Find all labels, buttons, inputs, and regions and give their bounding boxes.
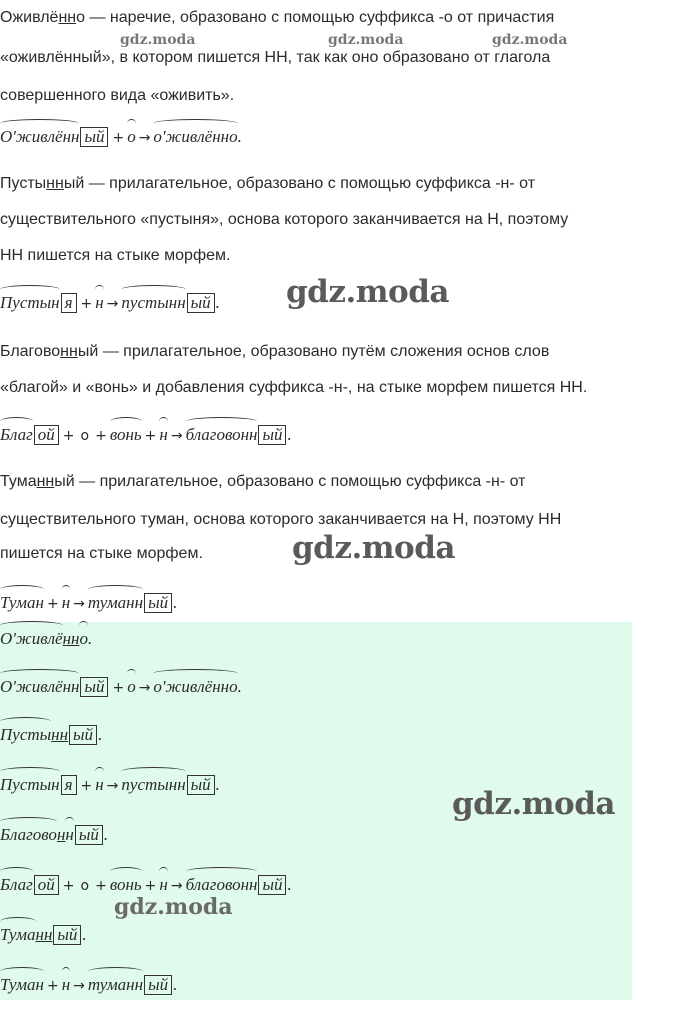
morpheme-formula-2: Пустын я + н → пустынн ый . (0, 293, 220, 312)
paragraph-2-line-1: Пустынный — прилагательное, образовано с помощью суффикса -н- от (0, 175, 536, 192)
watermark: gdz.moda (114, 894, 233, 920)
paragraph-3-line-2: «благой» и «вонь» и добавления суффикса -н-, на стыке морфем пишется НН. (0, 379, 588, 396)
answer-row-3: Пустынн ый . (0, 725, 103, 744)
answer-row-6: Благ ой + о + вонь + н → благовонн ый . (0, 875, 292, 894)
watermark: gdz.moda (292, 530, 455, 566)
paragraph-3-line-1: Благовонный — прилагательное, образовано путём сложения основ слов (0, 343, 550, 360)
morpheme-formula-1: О'живлённ ый + о → о'живлённо. (0, 127, 242, 146)
answer-row-8: Туман + н → туманн ый . (0, 975, 178, 994)
answer-row-4: Пустын я + н → пустынн ый . (0, 775, 220, 794)
paragraph-1-line-2: «оживлённый», в котором пишется НН, так как оно образовано от глагола (0, 49, 551, 66)
paragraph-4-line-1: Туманный — прилагательное, образовано с помощью суффикса -н- от (0, 473, 526, 490)
watermark: gdz.moda (492, 32, 568, 48)
watermark: gdz.moda (286, 274, 449, 310)
paragraph-1-line-1: Оживлённо — наречие, образовано с помощью суффикса -о от причастия (0, 9, 555, 26)
answer-row-1: О'живлённо. (0, 629, 93, 648)
paragraph-4-line-3: пишется на стыке морфем. (0, 545, 203, 562)
answer-row-7: Туманн ый . (0, 925, 87, 944)
paragraph-2-line-2: существительного «пустыня», основа которого заканчивается на Н, поэтому (0, 211, 569, 228)
underlined-nn: нн (58, 9, 77, 26)
watermark: gdz.moda (452, 786, 615, 822)
morpheme-formula-4: Туман + н → туманн ый . (0, 593, 178, 612)
paragraph-2-line-3: НН пишется на стыке морфем. (0, 247, 231, 264)
answer-row-2: О'живлённ ый + о → о'живлённо. (0, 677, 242, 696)
watermark: gdz.moda (328, 32, 404, 48)
paragraph-1-line-3: совершенного вида «оживить». (0, 87, 235, 104)
answer-row-5: Благовонн ый . (0, 825, 109, 844)
watermark: gdz.moda (120, 32, 196, 48)
morpheme-formula-3: Благ ой + о + вонь + н → благовонн ый . (0, 425, 292, 444)
paragraph-4-line-2: существительного туман, основа которого заканчивается на Н, поэтому НН (0, 511, 562, 528)
